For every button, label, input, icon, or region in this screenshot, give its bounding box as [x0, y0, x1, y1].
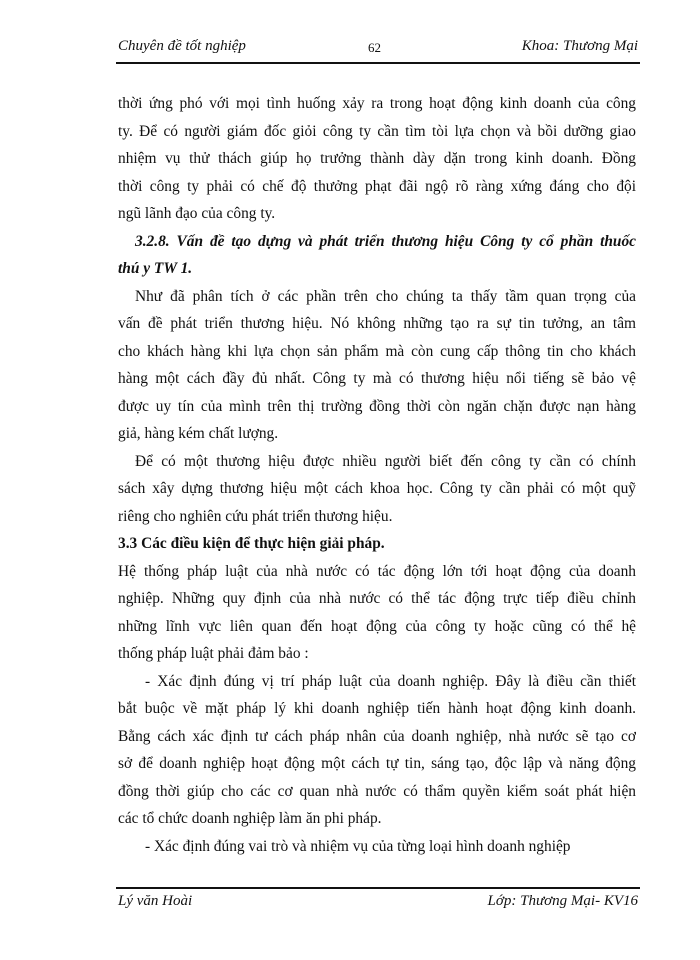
- text-line: thống pháp luật phải đảm bảo :: [118, 645, 309, 662]
- text-line: sở để doanh nghiệp hoạt động một cách tự tin, sáng tạo, độc lập và năng động: [118, 755, 636, 772]
- page-header: [118, 38, 638, 60]
- heading-line: 3.2.8. Vấn đề tạo dựng và phát triển thương hiệu Công ty cổ phần thuốc: [135, 232, 636, 250]
- paragraph-3: [118, 448, 636, 531]
- heading-line: thú y TW 1.: [118, 260, 193, 277]
- paragraph-2: [118, 283, 636, 448]
- section-heading-3-3: 3.3 Các điều kiện để thực hiện giải pháp.: [118, 535, 385, 552]
- page-footer: [118, 893, 638, 915]
- text-line: riêng cho nghiên cứu phát triển thương hiệu.: [118, 507, 393, 525]
- footer-class: Lớp: Thương Mại- KV16: [487, 893, 638, 909]
- text-line: - Xác định đúng vị trí pháp luật của doanh nghiệp. Đây là điều cần thiết: [145, 672, 636, 690]
- text-line: cho khách hàng khi lựa chọn sản phẩm mà còn cung cấp thông tin cho khách: [118, 342, 636, 360]
- section-heading-3-2-8: [118, 228, 636, 283]
- text-line: thời ứng phó với mọi tình huống xảy ra trong hoạt động kinh doanh của công: [118, 95, 636, 112]
- header-faculty: Khoa: Thương Mại: [521, 38, 638, 54]
- paragraph-4: [118, 558, 636, 668]
- text-line: nghiệp. Những quy định của nhà nước có thể tác động trực tiếp điều chỉnh: [118, 590, 636, 607]
- text-line: được uy tín của mình trên thị trường đồng thời còn ngăn chặn được nạn hàng: [118, 397, 636, 415]
- text-line: nhiệm vụ thử thách giúp họ trưởng thành dày dặn trong kinh doanh. Đồng: [118, 150, 636, 167]
- text-line: đồng thời giúp cho các cơ quan nhà nước có thẩm quyền kiểm soát phát hiện: [118, 782, 636, 800]
- footer-author: Lý văn Hoài: [118, 893, 193, 909]
- text-line: hàng một cách đầy đủ nhất. Công ty mà có thương hiệu nổi tiếng sẽ bảo vệ: [118, 370, 636, 387]
- paragraph-6: - Xác định đúng vai trò và nhiệm vụ của từng loại hình doanh nghiệp: [145, 837, 571, 855]
- text-line: thời công ty phải có chế độ thưởng phạt đãi ngộ rõ ràng xứng đáng cho đội: [118, 177, 636, 195]
- text-line: ty. Để có người giám đốc giỏi công ty cần tìm tòi lựa chọn và bồi dưỡng giao: [118, 122, 636, 140]
- text-line: các tổ chức doanh nghiệp làm ăn phi pháp.: [118, 810, 382, 827]
- paragraph-5: [118, 668, 636, 833]
- text-line: vấn đề phát triển thương hiệu. Nó không những tạo ra sự tin tưởng, an tâm: [118, 315, 636, 332]
- page-body: [118, 90, 636, 860]
- header-title: Chuyên đề tốt nghiệp: [118, 38, 246, 54]
- text-line: những lĩnh vực liên quan đến hoạt động của công ty hoặc cũng có thể hệ: [118, 617, 636, 635]
- text-line: sách xây dựng thương hiệu một cách khoa học. Công ty cần phải có một quỹ: [118, 480, 636, 497]
- paragraph-1: [118, 90, 636, 228]
- text-line: bắt buộc về mặt pháp lý khi doanh nghiệp tiến hành hoạt động kinh doanh.: [118, 700, 636, 717]
- text-line: giả, hàng kém chất lượng.: [118, 425, 279, 442]
- text-line: Bằng cách xác định tư cách pháp nhân của doanh nghiệp, nhà nước sẽ tạo cơ: [118, 727, 636, 745]
- text-line: Để có một thương hiệu được nhiều người biết đến công ty cần có chính: [135, 452, 636, 470]
- header-rule: [116, 62, 640, 64]
- text-line: Như đã phân tích ở các phần trên cho chúng ta thấy tầm quan trọng của: [135, 287, 636, 305]
- footer-rule: [116, 887, 640, 889]
- text-line: Hệ thống pháp luật của nhà nước có tác động lớn tới hoạt động của doanh: [118, 562, 636, 580]
- page-number: 62: [368, 40, 381, 55]
- text-line: ngũ lãnh đạo của công ty.: [118, 205, 276, 222]
